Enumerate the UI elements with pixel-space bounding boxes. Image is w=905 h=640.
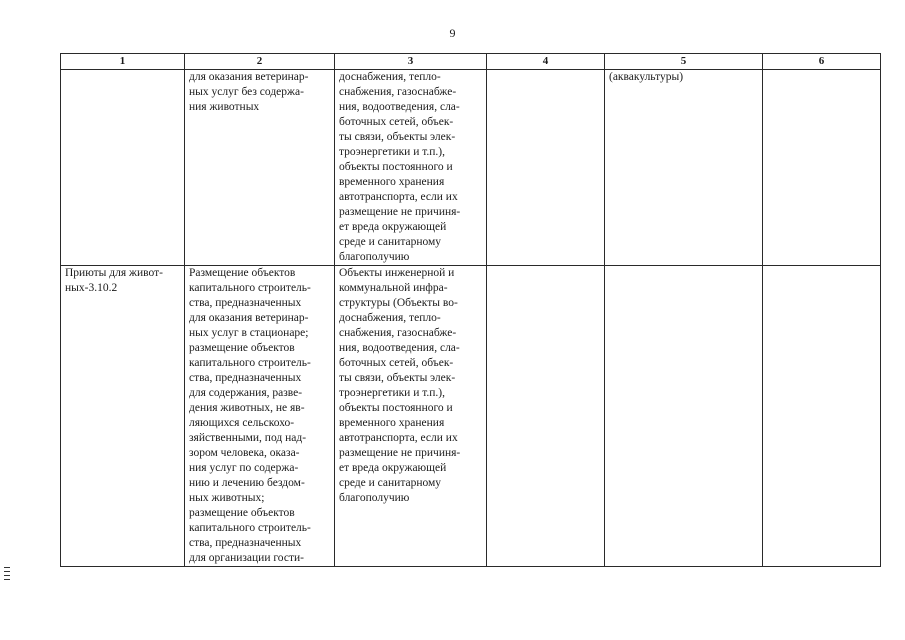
margin-mark xyxy=(4,567,10,583)
cell-use-description: для оказания ветеринар- ных услуг без содержа- ния животных xyxy=(185,70,335,266)
cell-col6 xyxy=(763,70,881,266)
cell-col5: (аквакультуры) xyxy=(605,70,763,266)
cell-col4 xyxy=(487,266,605,567)
cell-use-name: Приюты для живот- ных-3.10.2 xyxy=(61,266,185,567)
column-header-6: 6 xyxy=(763,54,881,70)
table-row xyxy=(61,70,881,266)
cell-allowed-objects: доснабжения, тепло- снабжения, газоснабже- ния, водоотведения, сла- боточных сетей, объек- ты связи, объекты элек- троэнергетики и т.п.), объекты постоянного и временного хранения автотранспорта, если их размещение не причиня- ет вреда окружающей среде и санитарному благополучию xyxy=(335,70,487,266)
cell-col4 xyxy=(487,70,605,266)
land-use-table xyxy=(60,53,881,567)
column-header-3: 3 xyxy=(335,54,487,70)
table-row xyxy=(61,266,881,567)
page-number: 9 xyxy=(449,26,456,40)
table-header-row xyxy=(61,54,881,70)
cell-col5 xyxy=(605,266,763,567)
column-header-5: 5 xyxy=(605,54,763,70)
column-header-1: 1 xyxy=(61,54,185,70)
cell-use-name xyxy=(61,70,185,266)
cell-col6 xyxy=(763,266,881,567)
column-header-2: 2 xyxy=(185,54,335,70)
column-header-4: 4 xyxy=(487,54,605,70)
cell-use-description: Размещение объектов капитального строитель- ства, предназначенных для оказания ветеринар- ных услуг в стационаре; размещение объектов капитального строитель- ства, предназначенных для содержания, разве- дения животных, не яв- ляющихся сельскохо- зяйственными, под над- зором человека, оказа- ния услуг по содержа- нию и лечению бездом- ных животных; размещение объектов капитального строитель- ства, предназначенных для организации гости- xyxy=(185,266,335,567)
cell-allowed-objects: Объекты инженерной и коммунальной инфра- структуры (Объекты во- доснабжения, тепло- снабжения, газоснабже- ния, водоотведения, сла- боточных сетей, объек- ты связи, объекты элек- троэнергетики и т.п.), объекты постоянного и временного хранения автотранспорта, если их размещение не причиня- ет вреда окружающей среде и санитарному благополучию xyxy=(335,266,487,567)
